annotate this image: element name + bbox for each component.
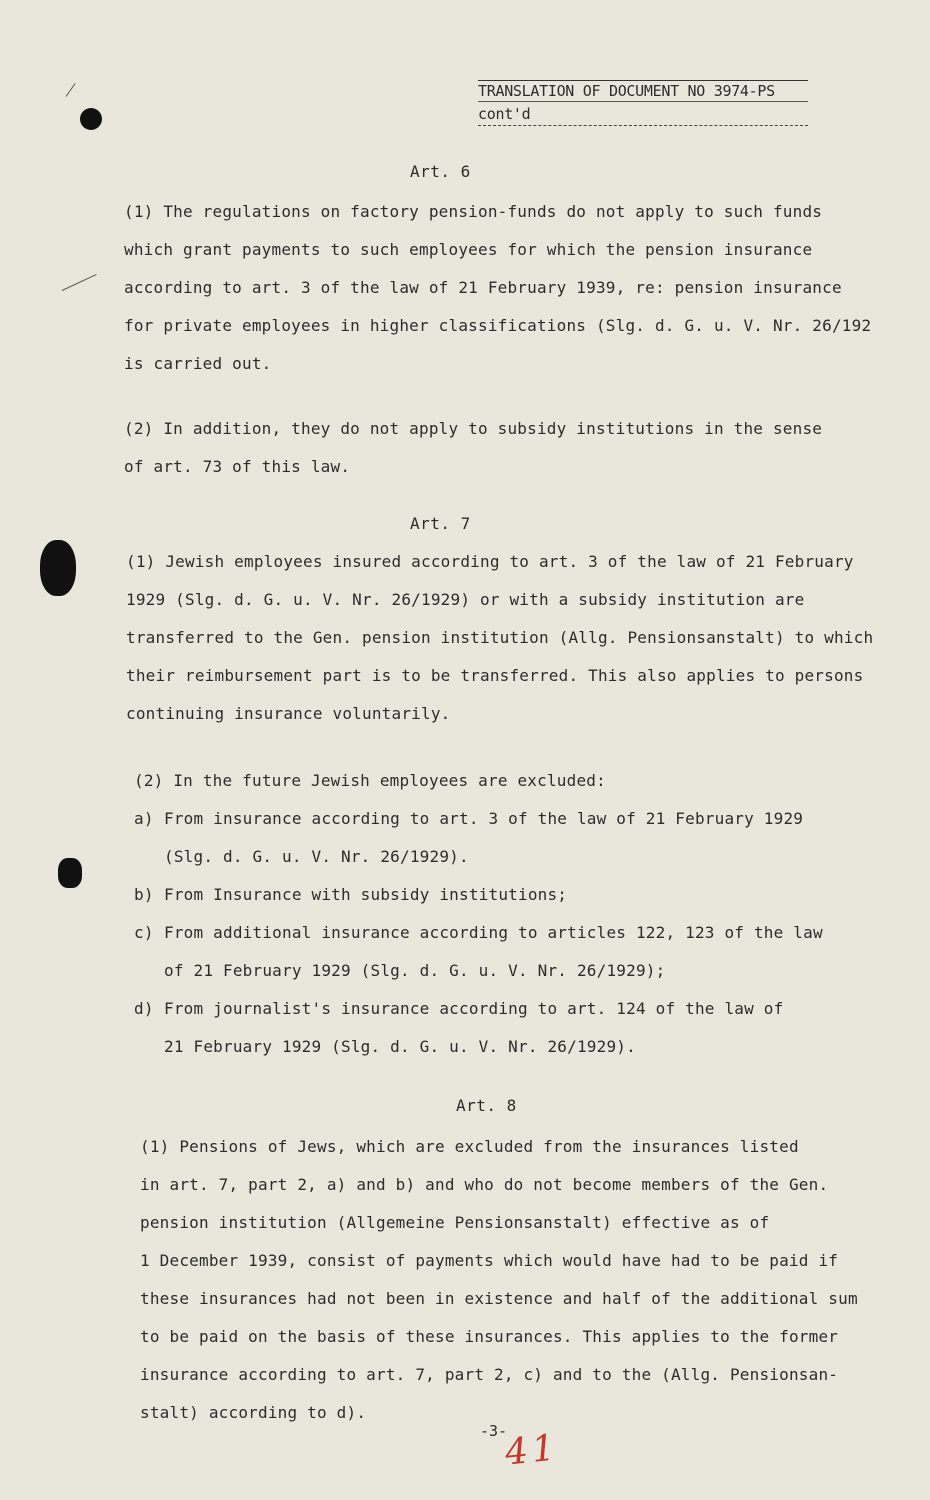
art8-heading: Art. 8 xyxy=(456,1096,517,1115)
text-line: in art. 7, part 2, a) and b) and who do not become members of the Gen. xyxy=(140,1175,829,1194)
continued-label: cont'd xyxy=(478,102,808,126)
document-header xyxy=(478,80,808,126)
document-title: TRANSLATION OF DOCUMENT NO 3974-PS xyxy=(478,80,808,102)
text-line: their reimbursement part is to be transferred. This also applies to persons xyxy=(126,666,864,685)
art6-paragraph-2 xyxy=(124,410,822,486)
item-label: b) xyxy=(134,885,154,904)
text-line: pension institution (Allgemeine Pensionsanstalt) effective as of xyxy=(140,1213,770,1232)
text-line: stalt) according to d). xyxy=(140,1403,367,1422)
text-line: From insurance according to art. 3 of the law of 21 February 1929 xyxy=(164,809,804,828)
text-line: is carried out. xyxy=(124,354,272,373)
punch-hole-middle xyxy=(40,540,76,596)
page-number: -3- xyxy=(480,1422,508,1440)
punch-hole-lower xyxy=(58,858,82,888)
item-label: d) xyxy=(134,999,154,1018)
text-line: for private employees in higher classifications (Slg. d. G. u. V. Nr. 26/192 xyxy=(124,316,872,335)
text-line: of art. 73 of this law. xyxy=(124,457,351,476)
text-line: 1 December 1939, consist of payments which would have had to be paid if xyxy=(140,1251,839,1270)
text-line: (Slg. d. G. u. V. Nr. 26/1929). xyxy=(164,847,469,866)
text-line: insurance according to art. 7, part 2, c) and to the (Allg. Pensionsan- xyxy=(140,1365,839,1384)
handwritten-page-number: 41 xyxy=(503,1427,561,1474)
text-line: according to art. 3 of the law of 21 February 1939, re: pension insurance xyxy=(124,278,842,297)
text-line: From additional insurance according to articles 122, 123 of the law xyxy=(164,923,823,942)
margin-mark xyxy=(62,274,97,291)
list-item-d xyxy=(134,990,823,1066)
text-line: (1) Jewish employees insured according to art. 3 of the law of 21 February xyxy=(126,552,854,571)
art6-heading: Art. 6 xyxy=(410,162,471,181)
text-line: From journalist's insurance according to art. 124 of the law of xyxy=(164,999,784,1018)
art7-paragraph-2 xyxy=(134,762,823,1066)
text-line: (1) The regulations on factory pension-funds do not apply to such funds xyxy=(124,202,823,221)
punch-hole-top xyxy=(80,108,102,130)
margin-mark xyxy=(66,83,76,97)
item-label: c) xyxy=(134,923,154,942)
text-line: (2) In addition, they do not apply to subsidy institutions in the sense xyxy=(124,419,823,438)
text-line: 21 February 1929 (Slg. d. G. u. V. Nr. 26/1929). xyxy=(164,1037,636,1056)
art6-paragraph-1 xyxy=(124,193,871,383)
text-line: continuing insurance voluntarily. xyxy=(126,704,451,723)
list-item-c xyxy=(134,914,823,990)
text-line: which grant payments to such employees for which the pension insurance xyxy=(124,240,813,259)
item-label: a) xyxy=(134,809,154,828)
text-line: of 21 February 1929 (Slg. d. G. u. V. Nr. 26/1929); xyxy=(164,961,666,980)
art7-paragraph-1 xyxy=(126,543,873,733)
text-line: (1) Pensions of Jews, which are excluded from the insurances listed xyxy=(140,1137,799,1156)
list-item-b xyxy=(134,876,823,914)
text-line: to be paid on the basis of these insurances. This applies to the former xyxy=(140,1327,839,1346)
text-line: these insurances had not been in existence and half of the additional sum xyxy=(140,1289,858,1308)
text-line: From Insurance with subsidy institutions; xyxy=(164,885,568,904)
list-item-a xyxy=(134,800,823,876)
art7-heading: Art. 7 xyxy=(410,514,471,533)
paragraph-intro: (2) In the future Jewish employees are excluded: xyxy=(134,771,606,790)
text-line: transferred to the Gen. pension institution (Allg. Pensionsanstalt) to which xyxy=(126,628,874,647)
text-line: 1929 (Slg. d. G. u. V. Nr. 26/1929) or with a subsidy institution are xyxy=(126,590,805,609)
art8-paragraph-1 xyxy=(140,1128,858,1432)
